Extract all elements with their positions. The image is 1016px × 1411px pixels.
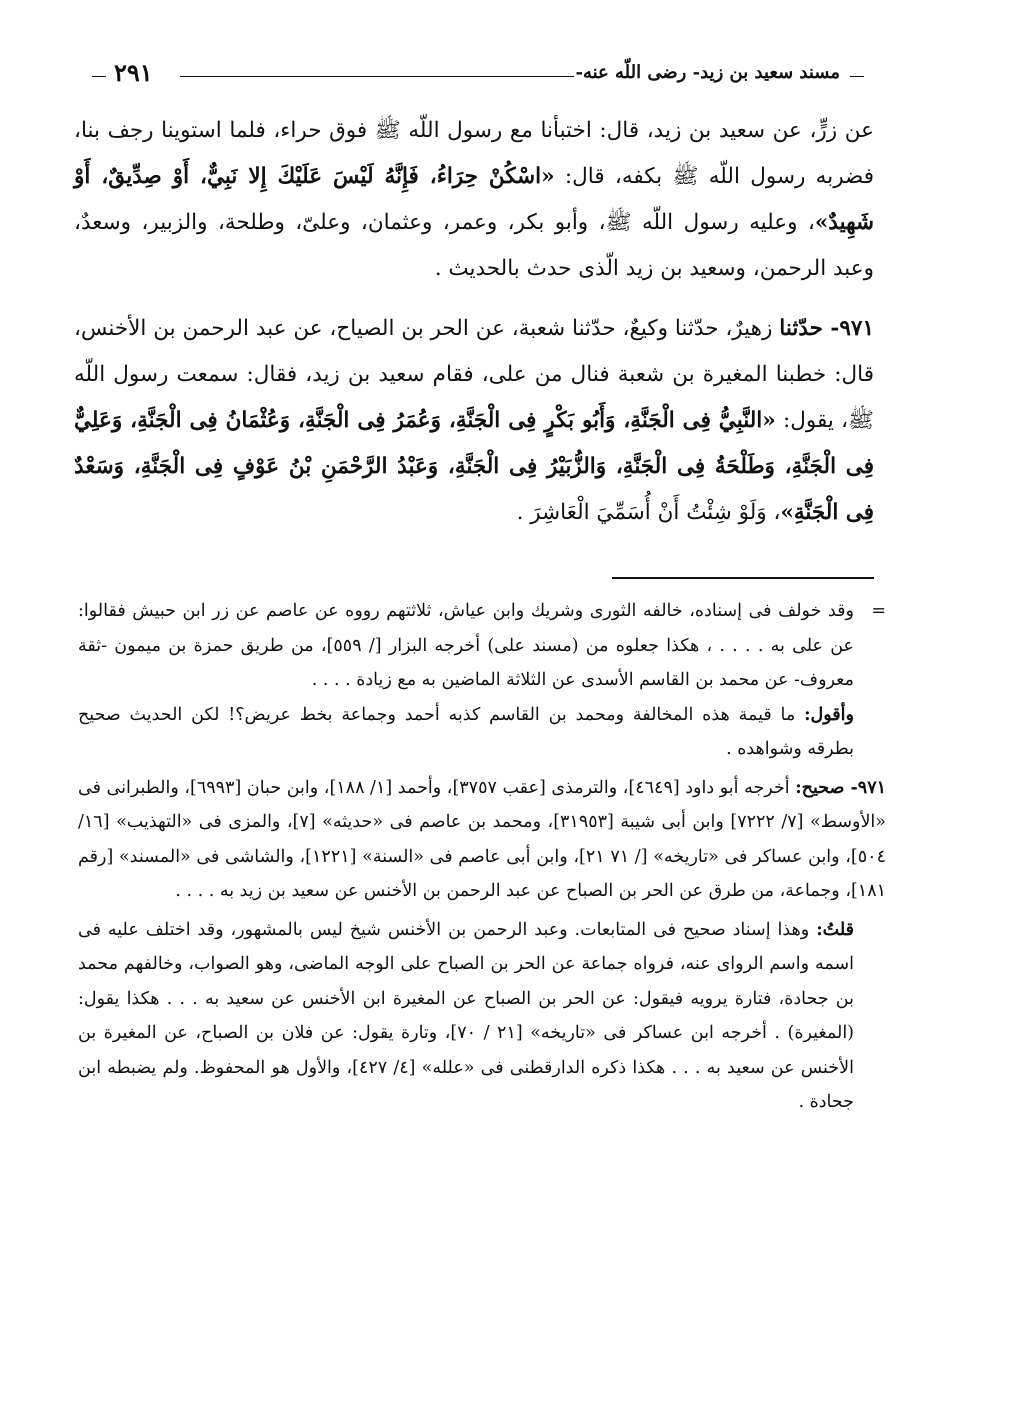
main-text xyxy=(74,108,874,536)
header-dash-right xyxy=(850,76,864,77)
hadith-paragraph-2 xyxy=(74,306,874,536)
hadith-number: ٩٧١- حدّثنا xyxy=(779,316,874,341)
paragraph-2-text: زهيرٌ، حدّثنا وكيعٌ، حدّثنا شعبة، عن الحر بن الصياح، عن عبد الرحمن بن الأخنس، قال: خطبنا المغيرة بن شعبة فنال من على، فقام سعيد بن زيد، فقال: سمعت رسول اللّه ﷺ، يقول: xyxy=(74,316,874,433)
hadith-paragraph-1 xyxy=(74,108,874,292)
footnote-1-text: وقد خولف فى إسناده، خالفه الثورى وشريك وابن عياش، ثلاثتهم رووه عن عاصم عن زر ابن حبيش فقالوا: عن على به . . . . ، هكذا جعلوه من (مسند على) أخرجه البزار [/ ٥٥٩]، من طريق حمزة بن ميمون -ثقة معروف- عن محمد بن القاسم الأسدى عن الثلاثة الماضين به مع زيادة . . . . xyxy=(78,601,854,690)
page-header xyxy=(92,58,864,94)
footnote-continuation xyxy=(78,594,886,698)
header-rule xyxy=(180,76,574,77)
paragraph-2-rest: ، وَلَوْ شِئْتُ أَنْ أُسَمِّيَ الْعَاشِرَ . xyxy=(516,500,781,525)
paragraph-2-quote: «النَّبِيُّ فِى الْجَنَّةِ، وَأَبُو بَكْرٍ فِى الْجَنَّةِ، وَعُمَرُ فِى الْجَنَّةِ، وَعُثْمَانُ فِى الْجَنَّةِ، وَعَلِيٌّ فِى الْجَنَّةِ، وَطَلْحَةُ فِى الْجَنَّةِ، وَالزُّبَيْرُ فِى الْجَنَّةِ، وَعَبْدُ الرَّحْمَنِ بْنُ عَوْفٍ فِى الْجَنَّةِ، وَسَعْدٌ فِى الْجَنَّةِ» xyxy=(74,408,874,525)
footnote-3-lead: ٩٧١- صحيح: xyxy=(795,777,886,798)
footnote-2-text: ما قيمة هذه المخالفة ومحمد بن القاسم كذبه أحمد وجماعة بخط عريض؟! لكن الحديث صحيح بطرقه وشواهده . xyxy=(78,704,854,759)
continuation-mark: = xyxy=(871,601,886,621)
page-number: ٢٩١ xyxy=(114,58,153,87)
header-dash-left xyxy=(92,76,106,77)
footnote-separator xyxy=(612,577,874,579)
footnote-qultu xyxy=(78,913,886,1120)
footnotes xyxy=(78,594,886,1120)
footnote-2-lead: وأقول: xyxy=(804,704,854,725)
footnote-aqool xyxy=(78,698,886,767)
footnote-4-lead: قلتُ: xyxy=(816,919,854,940)
paragraph-1-text: عن زرٍّ، عن سعيد بن زيد، قال: اختبأنا مع رسول اللّه ﷺ فوق حراء، فلما استوينا رجف بنا، فضربه رسول اللّه ﷺ بكفه، قال: xyxy=(74,118,874,189)
paragraph-1-quote: «اسْكُنْ حِرَاءُ، فَإِنَّهُ لَيْسَ عَلَيْكَ إِلا نَبِيٌّ، أَوْ صِدِّيقٌ، أَوْ شَهِيدٌ» xyxy=(74,164,874,235)
header-title: مسند سعيد بن زيد- رضى اللّه عنه- xyxy=(575,62,840,83)
paragraph-1-rest: ، وعليه رسول اللّه ﷺ، وأبو بكر، وعمر، وعثمان، وعلىّ، وطلحة، والزبير، وسعدٌ، وعبد الرحمن، وسعيد بن زيد الّذى حدث بالحديث . xyxy=(74,210,874,281)
footnote-4-text: وهذا إسناد صحيح فى المتابعات. وعبد الرحمن بن الأخنس شيخ ليس بالمشهور، وقد اختلف عليه فى اسمه واسم الرواى عنه، فرواه جماعة عن الحر بن الصباح على الوجه الماضى، وهو الصواب، وخالفهم محمد بن جحادة، فتارة يرويه فيقول: عن الحر بن الصباح عن المغيرة ابن الأخنس عن سعيد به . . . هكذا يقول: (المغيرة) . أخرجه ابن عساكر فى «تاريخه» [٢١ / ٧٠]، وتارة يقول: عن فلان بن الصباح، عن المغيرة بن الأخنس عن سعيد به . . . هكذا ذكره الدارقطنى فى «علله» [٤/ ٤٢٧]، والأول هو المحفوظ. ولم يضبطه ابن جحادة . xyxy=(78,919,855,1112)
footnote-takhrij xyxy=(78,771,886,909)
footnote-3-text: أخرجه أبو داود [٤٦٤٩]، والترمذى [عقب ٣٧٥٧]، وأحمد [١/ ١٨٨]، وابن حبان [٦٩٩٣]، والطبرانى فى «الأوسط» [٧/ ٧٢٢٢] وابن أبى شيبة [٣١٩٥٣]، ومحمد بن عاصم فى «حديثه» [٧]، والمزى فى «التهذيب» [١٦/ ٥٠٤]، وابن عساكر فى «تاريخه» [/ ٧١ ٢١]، وابن أبى عاصم فى «السنة» [١٢٢١]، والشاشى فى «المسند» [رقم ١٨١]، وجماعة، من طرق عن الحر بن الصباح عن عبد الرحمن بن الأخنس عن سعيد بن زيد به . . . . xyxy=(78,777,886,901)
